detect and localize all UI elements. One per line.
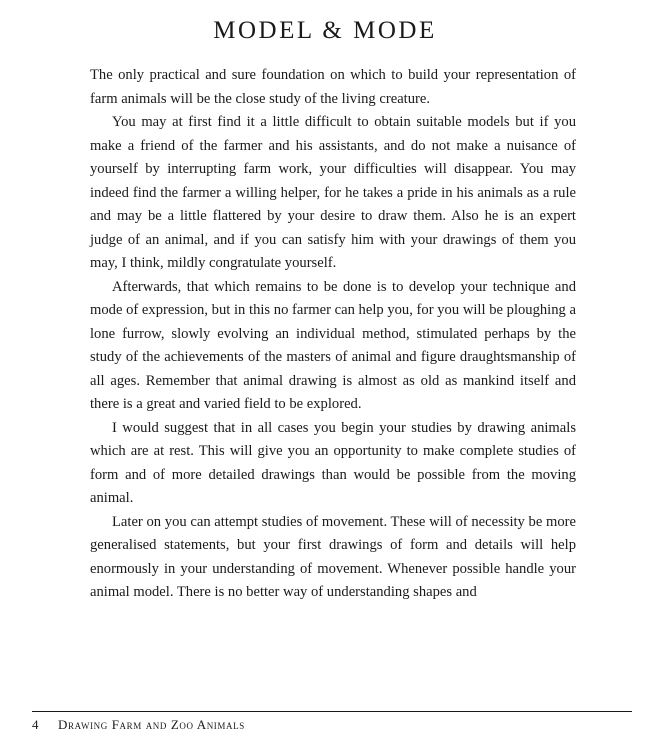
- page-number: 4: [32, 717, 39, 732]
- footer-rule: [32, 711, 632, 712]
- paragraph: You may at first find it a little difficult to obtain suitable models but if you make a friend of the farmer and his assistants, and do not make a nuisance of yourself by interrupting farm work, your difficulties will disappear. You may indeed find the farmer a willing helper, for he takes a pride in his animals as a rule and may be a little flattered by your desire to draw them. Also he is an expert judge of an animal, and if you can satisfy him with your drawings of them you may, I think, mildly congratulate yourself.: [90, 114, 576, 271]
- body-text: [90, 64, 576, 605]
- paragraph: Afterwards, that which remains to be done is to develop your technique and mode of expression, but in this no farmer can help you, for you will be ploughing a lone furrow, slowly evolving an individual method, stimulated perhaps by the study of the achievements of the masters of animal and figure draughtsmanship of all ages. Remember that animal drawing is almost as old as mankind itself and there is a great and varied field to be explored.: [90, 278, 576, 412]
- running-head: Drawing Farm and Zoo Animals: [58, 717, 245, 732]
- paragraph: The only practical and sure foundation on which to build your representation of farm animals will be the close study of the living creature.: [90, 67, 576, 107]
- paragraph: I would suggest that in all cases you begin your studies by drawing animals which are at rest. This will give you an opportunity to make complete studies of form and of more detailed drawings than would be possible from the moving animal.: [90, 419, 576, 506]
- page-title: MODEL & MODE: [213, 17, 437, 44]
- page-footer: [32, 716, 245, 734]
- paragraph: Later on you can attempt studies of movement. These will of necessity be more generalised statements, but your first drawings of form and details will help enormously in your understanding of movement. Whenever possible handle your animal model. There is no better way of understanding shapes and: [90, 513, 576, 600]
